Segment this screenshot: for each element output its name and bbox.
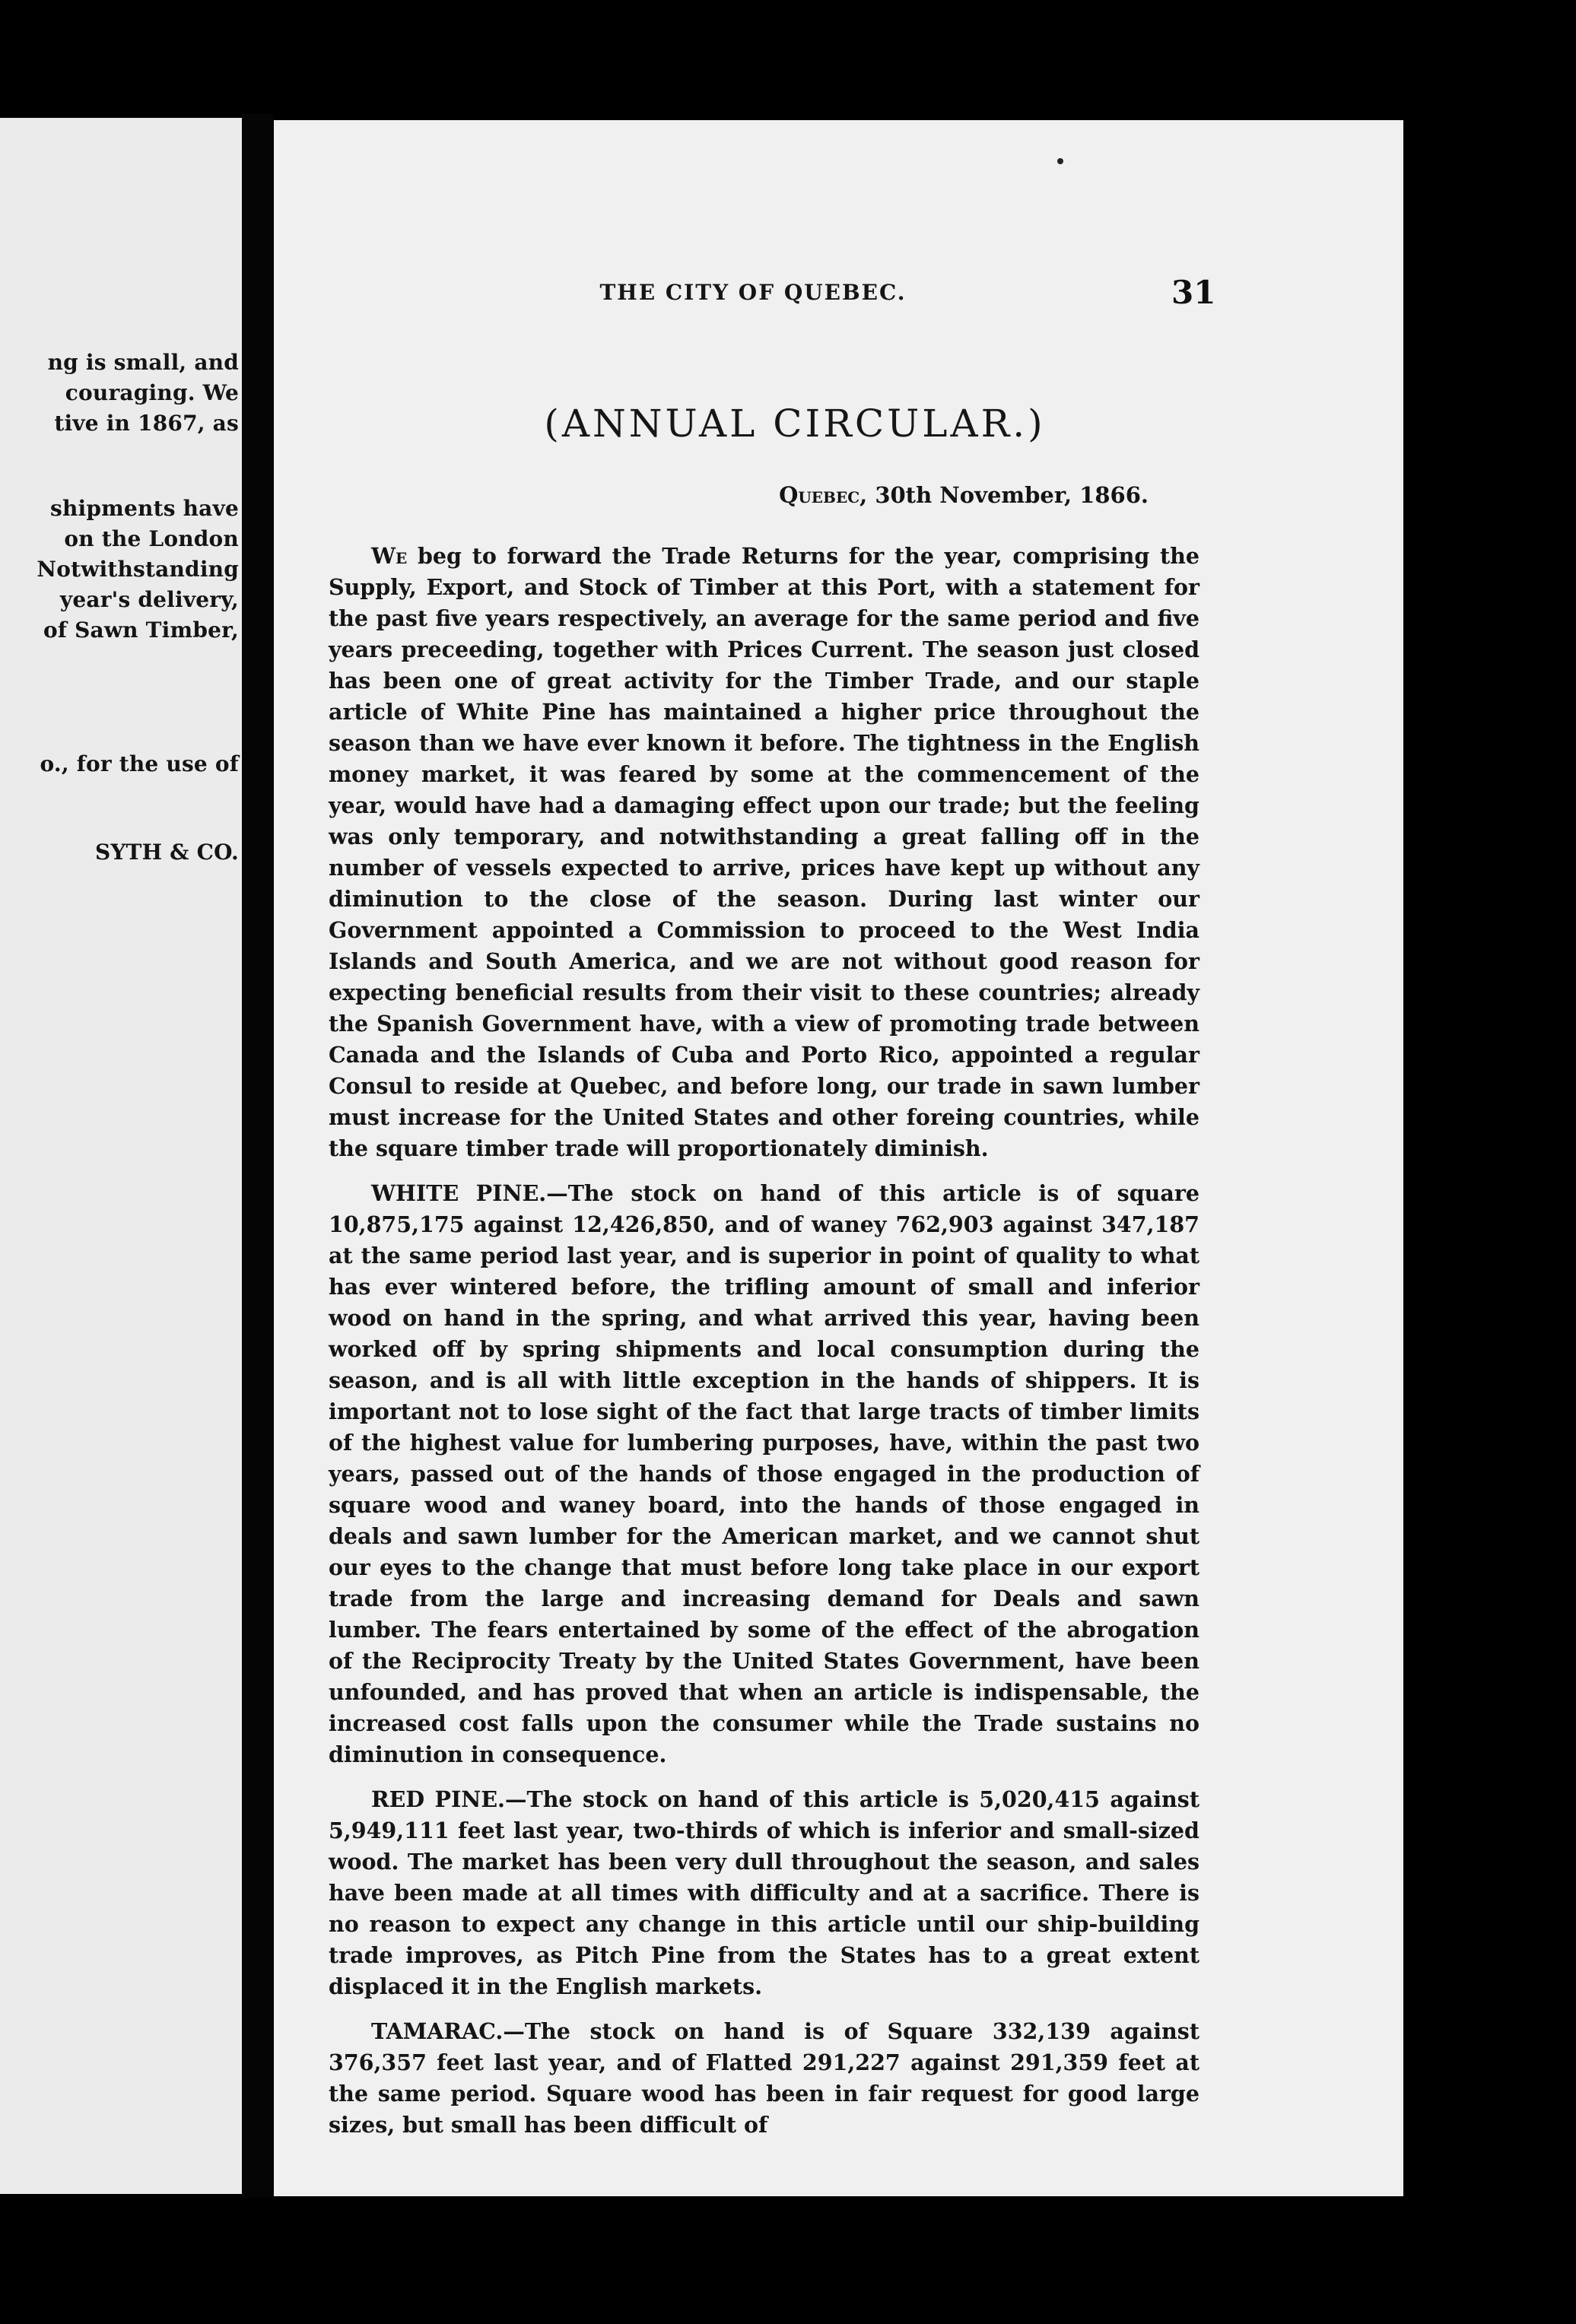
book-page [274, 120, 1403, 2196]
paragraph-intro [329, 541, 1199, 1164]
facing-page-line: of Sawn Timber, [43, 618, 239, 643]
paragraph-lead: WHITE PINE. [371, 1180, 547, 1206]
dateline-place: Quebec, [779, 482, 868, 508]
paragraph-text: —The stock on hand of this article is 5,020,415 against 5,949,111 feet last year, two-thirds of which is inferior and small-sized wood. The market has been very dull throughout the season, and sales have been made at all times with difficulty and at a sacrifice. There is no reason to expect any change in this article until our ship-building trade improves, as Pitch Pine from the States has to a great extent displaced it in the English markets. [329, 1786, 1199, 1999]
paragraph-text: beg to forward the Trade Returns for the year, comprising the Supply, Export, and Stock of Timber at this Port, with a statement for the past five years respectively, an average for the same period and five years preceeding, together with Prices Current. The season just closed has been one of great activity for the Timber Trade, and our staple article of White Pine has maintained a higher price throughout the season than we have ever known it before. The tightness in the English money market, it was feared by some at the commencement of the year, would have had a damaging effect upon our trade; but the feeling was only temporary, and notwithstanding a great falling off in the number of vessels expected to arrive, prices have kept up without any diminution to the close of the season. During last winter our Government appointed a Commission to proceed to the West India Islands and South America, and we are not without good reason for expecting beneficial results from their visit to these countries; already the Spanish Government have, with a view of promoting trade between Canada and the Islands of Cuba and Porto Rico, appointed a regular Consul to reside at Quebec, and before long, our trade in sawn lumber must increase for the United States and other foreing countries, while the square timber trade will proportionately diminish. [329, 543, 1199, 1161]
facing-page-line: couraging. We [65, 380, 239, 405]
paragraph-text: —The stock on hand is of Square 332,139 against 376,357 feet last year, and of Flatted 291,227 against 291,359 feet at the same period. Square wood has been in fair request for good large sizes, but small has been difficult of [329, 2018, 1199, 2138]
paragraph-red-pine [329, 1784, 1199, 2002]
circular-body [329, 541, 1199, 2141]
dateline-date: 30th November, 1866. [875, 482, 1149, 508]
facing-page-line: on the London [64, 526, 239, 551]
running-head [274, 274, 1403, 318]
paragraph-lead: We [371, 543, 408, 569]
facing-page-line: tive in 1867, as [54, 411, 239, 436]
book-gutter [242, 114, 274, 2198]
circular-heading: (ANNUAL CIRCULAR.) [544, 402, 1046, 446]
dateline [274, 482, 1149, 508]
facing-page-line: shipments have [50, 496, 239, 521]
facing-page-line: Notwithstanding [37, 557, 239, 582]
paragraph-white-pine [329, 1178, 1199, 1770]
paragraph-lead: RED PINE. [371, 1786, 505, 1812]
facing-page-line: o., for the use of [40, 751, 239, 776]
paragraph-tamarac [329, 2016, 1199, 2141]
page-number: 31 [1171, 274, 1216, 311]
facing-page-fragment [0, 118, 242, 2194]
print-speck [1057, 158, 1063, 164]
paragraph-text: —The stock on hand of this article is of square 10,875,175 against 12,426,850, and of waney 762,903 against 347,187 at the same period last year, and is superior in point of quality to what has ever wintered before, the trifling amount of small and inferior wood on hand in the spring, and what arrived this year, having been worked off by spring shipments and local consumption during the season, and is all with little exception in the hands of shippers. It is important not to lose sight of the fact that large tracts of timber limits of the highest value for lumbering purposes, have, within the past two years, passed out of the hands of those engaged in the production of square wood and waney board, into the hands of those engaged in deals and sawn lumber for the American market, and we cannot shut our eyes to the change that must before long take place in our export trade from the large and increasing demand for Deals and sawn lumber. The fears entertained by some of the effect of the abrogation of the Reciprocity Treaty by the United States Government, have been unfounded, and has proved that when an article is indispensable, the increased cost falls upon the consumer while the Trade sustains no diminution in consequence. [329, 1180, 1199, 1767]
paragraph-lead: TAMARAC. [371, 2018, 504, 2044]
facing-page-line: year's delivery, [59, 587, 239, 612]
facing-page-line: ng is small, and [47, 350, 239, 375]
running-title: THE CITY OF QUEBEC. [599, 280, 907, 305]
facing-page-signature: SYTH & CO. [94, 840, 239, 865]
